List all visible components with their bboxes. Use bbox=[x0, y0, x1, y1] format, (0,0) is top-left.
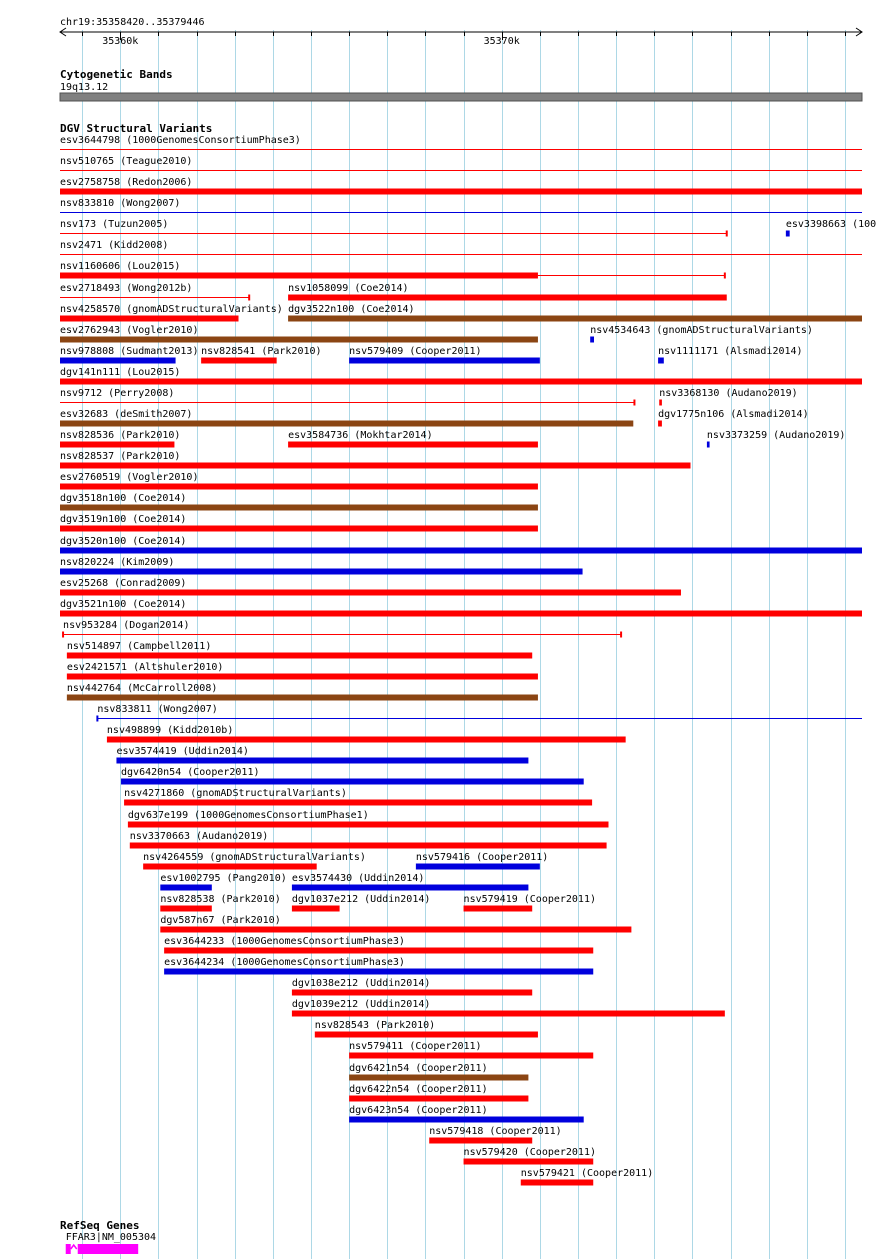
variant-feature[interactable] bbox=[60, 346, 198, 364]
variant-feature[interactable] bbox=[349, 1041, 593, 1059]
variant-bar[interactable] bbox=[116, 758, 528, 764]
variant-bar[interactable] bbox=[67, 674, 538, 680]
variant-bar[interactable] bbox=[60, 569, 583, 575]
variant-label: esv2421571 (Altshuler2010) bbox=[66, 662, 224, 673]
variant-label: nsv833811 (Wong2007) bbox=[97, 704, 218, 715]
variant-bar[interactable] bbox=[67, 695, 538, 701]
variant-feature[interactable] bbox=[658, 409, 809, 427]
variant-label: nsv828536 (Park2010) bbox=[60, 430, 181, 441]
variant-bar[interactable] bbox=[60, 316, 239, 322]
variant-bar[interactable] bbox=[124, 800, 592, 806]
variant-feature[interactable] bbox=[786, 219, 876, 237]
gene-list bbox=[66, 1232, 156, 1254]
variant-label: nsv1058099 (Coe2014) bbox=[288, 283, 409, 294]
variant-feature[interactable] bbox=[292, 873, 528, 891]
variant-feature[interactable] bbox=[60, 240, 862, 255]
variant-feature[interactable] bbox=[67, 662, 538, 680]
variant-bar[interactable] bbox=[164, 948, 593, 954]
variant-feature[interactable] bbox=[160, 873, 286, 891]
variant-feature[interactable] bbox=[60, 198, 862, 213]
refseq-track-title: RefSeq Genes bbox=[60, 1219, 140, 1232]
variant-feature[interactable] bbox=[288, 304, 862, 322]
variant-feature[interactable] bbox=[349, 1105, 584, 1123]
variant-feature[interactable] bbox=[60, 325, 538, 343]
variant-feature[interactable] bbox=[288, 430, 538, 448]
variant-feature[interactable] bbox=[67, 683, 538, 701]
variant-feature[interactable] bbox=[63, 620, 621, 638]
variant-feature[interactable] bbox=[659, 388, 797, 406]
variant-feature[interactable] bbox=[429, 1126, 561, 1144]
variant-bar[interactable] bbox=[658, 358, 664, 364]
variant-feature[interactable] bbox=[349, 1063, 528, 1081]
variant-bar[interactable] bbox=[786, 231, 790, 237]
variant-label: dgv6420n54 (Cooper2011) bbox=[121, 767, 260, 778]
variant-label: esv3644798 (1000GenomesConsortiumPhase3) bbox=[60, 135, 301, 146]
variant-bar[interactable] bbox=[130, 843, 607, 849]
variant-feature[interactable] bbox=[707, 430, 845, 448]
variant-feature[interactable] bbox=[60, 493, 538, 511]
variant-label: nsv579419 (Cooper2011) bbox=[463, 894, 597, 905]
variant-label: dgv3520n100 (Coe2014) bbox=[60, 536, 187, 547]
variant-feature[interactable] bbox=[292, 999, 725, 1017]
variant-label: nsv3373259 (Audano2019) bbox=[706, 430, 846, 441]
variant-feature[interactable] bbox=[464, 1147, 596, 1165]
variant-label: dgv6421n54 (Cooper2011) bbox=[349, 1063, 488, 1074]
variant-label: esv3584736 (Mokhtar2014) bbox=[288, 430, 433, 441]
variant-bar[interactable] bbox=[107, 737, 626, 743]
variant-feature[interactable] bbox=[60, 388, 634, 406]
cytoband-label: 19q13.12 bbox=[60, 82, 109, 93]
variant-label: nsv4258570 (gnomADStructuralVariants) bbox=[60, 304, 283, 315]
variant-bar[interactable] bbox=[349, 1096, 528, 1102]
variant-label: esv3574419 (Uddin2014) bbox=[116, 746, 249, 757]
variant-label: esv1002795 (Pang2010) bbox=[160, 873, 287, 884]
variant-bar[interactable] bbox=[429, 1138, 532, 1144]
variant-label: dgv6422n54 (Cooper2011) bbox=[349, 1084, 488, 1095]
variant-feature[interactable] bbox=[60, 283, 249, 301]
variant-label: nsv4264559 (gnomADStructuralVariants) bbox=[143, 852, 366, 863]
variant-bar[interactable] bbox=[60, 590, 681, 596]
variant-label: nsv828538 (Park2010) bbox=[160, 894, 281, 905]
variant-label: nsv510765 (Teague2010) bbox=[60, 156, 193, 167]
ruler bbox=[60, 17, 862, 47]
variant-bar[interactable] bbox=[60, 189, 862, 195]
variant-feature[interactable] bbox=[60, 409, 633, 427]
variant-label: nsv978808 (Sudmant2013) bbox=[60, 346, 199, 357]
variant-label: nsv4271860 (gnomADStructuralVariants) bbox=[124, 788, 347, 799]
variant-feature[interactable] bbox=[288, 283, 727, 301]
variant-feature[interactable] bbox=[349, 346, 540, 364]
variant-bar[interactable] bbox=[292, 885, 528, 891]
ruler-tick-label: 35360k bbox=[102, 36, 139, 47]
variant-feature[interactable] bbox=[521, 1168, 653, 1186]
variant-label: nsv828541 (Park2010) bbox=[201, 346, 322, 357]
variant-label: nsv820224 (Kim2009) bbox=[60, 557, 175, 568]
variant-feature[interactable] bbox=[116, 746, 528, 764]
variant-bar[interactable] bbox=[121, 779, 584, 785]
variant-label: esv3574430 (Uddin2014) bbox=[291, 873, 425, 884]
variant-feature[interactable] bbox=[164, 936, 593, 954]
variant-feature[interactable] bbox=[60, 367, 862, 385]
variant-label: dgv141n111 (Lou2015) bbox=[60, 367, 181, 378]
cytoband-track-title: Cytogenetic Bands bbox=[60, 68, 173, 81]
dgv-track bbox=[60, 122, 876, 1186]
cytoband-bar[interactable] bbox=[60, 93, 862, 101]
variant-feature[interactable] bbox=[292, 894, 430, 912]
variant-bar[interactable] bbox=[160, 885, 211, 891]
variant-feature[interactable] bbox=[128, 810, 609, 828]
variant-feature[interactable] bbox=[60, 304, 283, 322]
variant-bar[interactable] bbox=[292, 906, 340, 912]
variant-bar[interactable] bbox=[292, 1011, 725, 1017]
variant-feature[interactable] bbox=[416, 852, 548, 870]
variant-label: nsv3370663 (Audano2019) bbox=[129, 831, 269, 842]
variant-label: nsv953284 (Dogan2014) bbox=[63, 620, 190, 631]
variant-label: esv3644234 (1000GenomesConsortiumPhase3) bbox=[164, 957, 405, 968]
variant-bar[interactable] bbox=[60, 442, 174, 448]
variant-feature[interactable] bbox=[60, 430, 180, 448]
gene-exon[interactable] bbox=[66, 1244, 71, 1254]
variant-bar[interactable] bbox=[160, 906, 211, 912]
variant-feature[interactable] bbox=[60, 156, 862, 171]
gene-label: FFAR3|NM_005304 bbox=[65, 1232, 157, 1243]
variant-label: esv2758758 (Redon2006) bbox=[60, 177, 193, 188]
variant-label: esv2760519 (Vogler2010) bbox=[60, 472, 199, 483]
variant-bar[interactable] bbox=[160, 927, 631, 933]
variant-bar[interactable] bbox=[349, 1117, 584, 1123]
variant-label: nsv833810 (Wong2007) bbox=[60, 198, 181, 209]
variant-feature[interactable] bbox=[107, 725, 626, 743]
variant-label: nsv1160606 (Lou2015) bbox=[60, 261, 181, 272]
variant-label: esv3644233 (1000GenomesConsortiumPhase3) bbox=[164, 936, 405, 947]
variant-label: nsv579409 (Cooper2011) bbox=[349, 346, 482, 357]
variant-bar[interactable] bbox=[288, 295, 727, 301]
variant-bar[interactable] bbox=[292, 990, 532, 996]
variant-bar[interactable] bbox=[315, 1032, 538, 1038]
variant-bar[interactable] bbox=[128, 822, 609, 828]
variant-bar[interactable] bbox=[60, 379, 862, 385]
variant-feature[interactable] bbox=[67, 641, 532, 659]
variant-label: nsv579416 (Cooper2011) bbox=[415, 852, 549, 863]
variant-bar[interactable] bbox=[60, 358, 176, 364]
variant-label: dgv3522n100 (Coe2014) bbox=[288, 304, 415, 315]
variant-bar[interactable] bbox=[590, 337, 594, 343]
variant-label: dgv1038e212 (Uddin2014) bbox=[291, 978, 431, 989]
variant-feature[interactable] bbox=[464, 894, 596, 912]
variant-feature[interactable] bbox=[160, 915, 631, 933]
variant-bar[interactable] bbox=[201, 358, 277, 364]
variant-bar[interactable] bbox=[60, 548, 862, 554]
variant-bar[interactable] bbox=[60, 611, 862, 617]
variant-label: nsv173 (Tuzun2005) bbox=[60, 219, 169, 230]
variant-label: dgv1037e212 (Uddin2014) bbox=[291, 894, 431, 905]
variant-bar[interactable] bbox=[60, 526, 538, 532]
dgv-track-title: DGV Structural Variants bbox=[60, 122, 213, 135]
variant-label: esv2762943 (Vogler2010) bbox=[60, 325, 199, 336]
variant-label: esv2718493 (Wong2012b) bbox=[60, 283, 193, 294]
variant-label: nsv828543 (Park2010) bbox=[314, 1020, 436, 1031]
variant-label: nsv4534643 (gnomADStructuralVariants) bbox=[590, 325, 813, 336]
variant-bar[interactable] bbox=[659, 400, 662, 406]
variant-feature[interactable] bbox=[143, 852, 366, 870]
variant-label: dgv1775n106 (Alsmadi2014) bbox=[658, 409, 809, 420]
variant-feature[interactable] bbox=[60, 219, 727, 237]
variant-label: esv32683 (deSmith2007) bbox=[60, 409, 193, 420]
variant-label: nsv579418 (Cooper2011) bbox=[429, 1126, 562, 1137]
cytoband-track bbox=[60, 68, 862, 101]
variant-bar[interactable] bbox=[60, 505, 538, 511]
variant-bar[interactable] bbox=[60, 421, 633, 427]
variant-feature[interactable] bbox=[60, 135, 862, 150]
variant-feature[interactable] bbox=[292, 978, 532, 996]
variant-label: nsv828537 (Park2010) bbox=[60, 451, 181, 462]
variant-feature[interactable] bbox=[60, 451, 691, 469]
variant-bar[interactable] bbox=[707, 442, 710, 448]
variant-label: dgv3518n100 (Coe2014) bbox=[60, 493, 187, 504]
variant-label: nsv579420 (Cooper2011) bbox=[463, 1147, 597, 1158]
variant-feature[interactable] bbox=[160, 894, 280, 912]
variant-label: dgv637e199 (1000GenomesConsortiumPhase1) bbox=[127, 810, 369, 821]
variant-label: dgv6423n54 (Cooper2011) bbox=[349, 1105, 488, 1116]
variant-list bbox=[60, 135, 876, 1186]
variant-feature[interactable] bbox=[60, 599, 862, 617]
variant-bar[interactable] bbox=[349, 1075, 528, 1081]
variant-feature[interactable] bbox=[124, 788, 592, 806]
variant-feature[interactable] bbox=[164, 957, 593, 975]
variant-bar[interactable] bbox=[349, 358, 540, 364]
variant-bar[interactable] bbox=[164, 969, 593, 975]
variant-bar[interactable] bbox=[464, 1159, 594, 1165]
variant-bar[interactable] bbox=[288, 316, 862, 322]
variant-bar[interactable] bbox=[521, 1180, 593, 1186]
variant-feature[interactable] bbox=[349, 1084, 528, 1102]
variant-feature[interactable] bbox=[60, 514, 538, 532]
variant-feature[interactable] bbox=[60, 472, 538, 490]
variant-bar[interactable] bbox=[60, 273, 538, 279]
variant-feature[interactable] bbox=[315, 1020, 538, 1038]
variant-label: nsv498899 (Kidd2010b) bbox=[106, 725, 234, 736]
variant-label: nsv579421 (Cooper2011) bbox=[520, 1168, 654, 1179]
variant-label: esv3398663 (100 bbox=[785, 219, 877, 230]
variant-bar[interactable] bbox=[60, 463, 691, 469]
variant-label: dgv3519n100 (Coe2014) bbox=[60, 514, 187, 525]
variant-feature[interactable] bbox=[201, 346, 321, 364]
variant-label: nsv514897 (Campbell2011) bbox=[66, 641, 212, 652]
variant-feature[interactable] bbox=[121, 767, 584, 785]
variant-feature[interactable] bbox=[60, 578, 681, 596]
variant-label: nsv9712 (Perry2008) bbox=[60, 388, 175, 399]
variant-bar[interactable] bbox=[416, 864, 540, 870]
variant-bar[interactable] bbox=[288, 442, 538, 448]
variant-bar[interactable] bbox=[658, 421, 662, 427]
variant-bar[interactable] bbox=[60, 484, 538, 490]
refseq-track bbox=[60, 1219, 156, 1254]
variant-bar[interactable] bbox=[143, 864, 317, 870]
variant-feature[interactable] bbox=[60, 536, 862, 554]
gene-intron bbox=[71, 1245, 77, 1249]
variant-feature[interactable] bbox=[60, 261, 725, 279]
variant-label: esv25268 (Conrad2009) bbox=[60, 578, 187, 589]
gene-exon[interactable] bbox=[78, 1244, 138, 1254]
variant-bar[interactable] bbox=[67, 653, 532, 659]
variant-label: nsv1111171 (Alsmadi2014) bbox=[658, 346, 803, 357]
variant-label: dgv3521n100 (Coe2014) bbox=[60, 599, 187, 610]
variant-feature[interactable] bbox=[60, 557, 583, 575]
variant-label: nsv579411 (Cooper2011) bbox=[349, 1041, 482, 1052]
variant-feature[interactable] bbox=[97, 704, 862, 722]
variant-bar[interactable] bbox=[464, 906, 533, 912]
variant-bar[interactable] bbox=[349, 1053, 593, 1059]
variant-label: dgv587n67 (Park2010) bbox=[160, 915, 281, 926]
variant-label: nsv442764 (McCarroll2008) bbox=[66, 683, 218, 694]
variant-label: nsv2471 (Kidd2008) bbox=[60, 240, 169, 251]
variant-feature[interactable] bbox=[130, 831, 607, 849]
variant-bar[interactable] bbox=[60, 337, 538, 343]
variant-feature[interactable] bbox=[60, 177, 862, 195]
gene-feature[interactable] bbox=[66, 1232, 156, 1254]
ruler-tick-label: 35370k bbox=[483, 36, 520, 47]
ruler-position-label: chr19:35358420..35379446 bbox=[60, 17, 205, 28]
variant-feature[interactable] bbox=[658, 346, 803, 364]
variant-feature[interactable] bbox=[590, 325, 813, 343]
variant-label: dgv1039e212 (Uddin2014) bbox=[291, 999, 431, 1010]
variant-label: nsv3368130 (Audano2019) bbox=[659, 388, 798, 399]
